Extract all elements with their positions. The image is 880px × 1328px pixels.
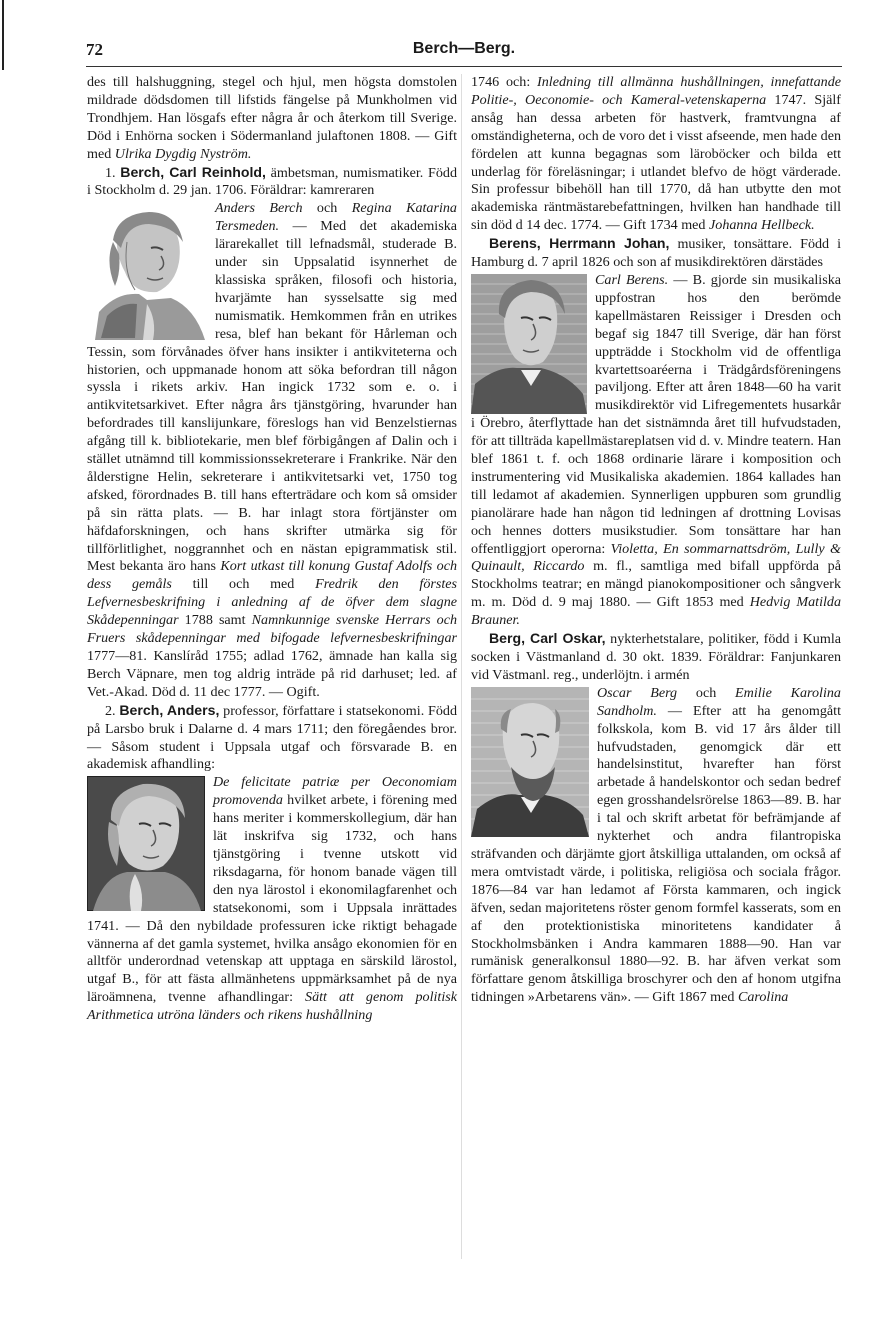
entry-name: Berg, Carl Oskar, [489,630,606,647]
running-head: Berch—Berg. [412,40,516,57]
entry-name: Berch, Anders, [119,701,220,718]
entry-name: Berens, Herrmann Johan, [489,235,670,252]
portrait-carl-reinhold-berch [87,202,207,342]
entry-anders-berch: 2. Berch, Anders, professor, författare i statsekonomi. Född på Larsbo bruk i Dalarne d. 4 mars 1711; den föregåendes bror. — Såsom student i Uppsala utgaf och försvarade B. en akademisk afhandling: [87,701,457,773]
entry-carl-oskar-berg: Berg, Carl Oskar, nykterhetstalare, politiker, född i Kumla socken i Västmanland d. 30 okt. 1839. Föräldrar: Fanjunkaren vid Västmanl. reg., underlöjtn. i armén [471,630,841,683]
page-number: 72 [86,40,103,59]
right-column: 1746 och: Inledning till allmänna hushållningen, innefattande Politie-, Oeconomie- och Kameral-vetenskaperna 1747. Själf ansåg han dessa arbeten för hastverk, framtvungna af omständigheterna, och de voro det i visst afseende, men hade den fördelen att kunna begagnas som läroböcker och bilda ett underlag för föreläsningar; i utlandet blefvo de högt värderade. Sin professur bibehöll han till 1770, då han utbytte den mot akademiska räntmästarebefattningen, hvilken han handhade till sin död d 14 dec. 1774. — Gift 1734 med Johanna Hellbeck. Berens, Herrmann Johan, musiker, tonsättare. Född i Hamburg d. 7 april 1826 och son af musikdirektören därstädes Carl Berens. — B. gjorde sin musikaliska uppfostran hos den berömde kapellmästaren Reissiger i Dresden och begaf sig 1847 till Sverige, där han först uppträdde i Stockholm vid de offentliga kvartettsoaréerna i Trädgårdsföreningens paviljong. Efter att åren 1848—60 ha varit musikdirektör vid Lifregementets husarkår i Örebro, återflyttade han det sistnämnda året till hufvudstaden, för att tillträda kapellmästareplatsen vid d. v. Mindre teatern. Han blef 1861 t. f. och 1868 ordinarie lärare i komposition och instrumentering vid Musikaliska akademien. 1864 kallades han till ledamot af akademien. Synnerligen uppburen som grundlig pianolärare hade han någon tid ledningen af drottning Lovisas och hennes dotters musikstudier. Som tonsättare har han offentliggjort operorna: Violetta, En sommarnattsdröm, Lully & Quinault, Riccardo m. fl., samtliga med bifall uppförda på Stockholms teatrar; en mängd pianokompositioner och sångverk m. m. Död d. 9 maj 1880. — Gift 1853 med Hedvig Matilda Brauner. Berg, Carl Oskar, nykterhetstalare, politiker, född i Kumla socken i Västmanland d. 30 okt. 1839. Föräldrar: Fanjunkaren vid Västmanl. reg., underlöjtn. i armén Oscar Berg och Emilie Karolina Sandholm. — Efter att ha genomgått folkskola, kom B. vid 17 års ålder till hufvudstaden, genomgick där ett handelsinstitut, hvarefter han först arbetade å handelskontor och sedan bedref egen grosshandelsrörelse 1863—89. B. har i tal och skrift arbetat för befrämjande af nykterhet och andra filantropiska sträfvanden och därjämte gjort åtskilliga uttalanden, om också af mera omtvistadt värde, i politiska, religiösa och sociala frågor. 1876—84 var han ledamot af Första kammaren, och ingick äfven, sedan majoritetens röster genom formfel kasserats, som en af den protektionistiska minoritetens kandidater å Stockholmsbänken i Andra kammaren 1888—90. Han var rumänisk generalkonsul 1880—92. B. har äfven verkat som författare genom åtskilliga broschyrer och den af honom utgifna tidningen »Arbetarens vän». — Gift 1867 med Carolina [471,74,841,1006]
entry-name: Berch, Carl Reinhold, [120,163,266,180]
entry-carl-reinhold-berch: 1. Berch, Carl Reinhold, ämbetsman, numismatiker. Född i Stockholm d. 29 jan. 1706. Föräldrar: kamreraren [87,163,457,199]
left-column: des till halshuggning, stegel och hjul, men högsta domstolen mildrade dödsdomen till lifstids fängelse på Munkholmen vid Trondhjem. Han lösgafs efter några år och återkom till Sverige. Död i Enhörna socken i Södermanland julaftonen 1808. — Gift med Ulrika Dygdig Nyström. 1. Berch, Carl Reinhold, ämbetsman, numismatiker. Född i Stockholm d. 29 jan. 1706. Föräldrar: kamreraren Anders Berch och Regina Katarina Tersmeden. — Med det akademiska lärarekallet till lefnadsmål, studerade B. under sin Uppsalatid isynnerhet de klassiska språken, filosofi och historia, hvarjämte han sysselsatte sig med numismatik. Hemkommen från en utrikes resa, blef han bekant för Hårleman och Tessin, som förvånades öfver hans insikter i antikviteterna och historien, och uppmanade honom att söka befordran till någon syssla i rikets arkiv. Han ingick 1732 som e. o. i antikvitetsarkivet. Efter några års tjänstgöring, hvarunder han befordrades till kanslijunkare, föreslogs han vid Benzelstiernas afgång till k. bibliotekarie, men blef förbigången af Dalin och i stället utnämnd till kommissionssekreterare i Frankrike. När den ålderstigne Helin, sekreterare i antikvitetsarki vet, 1750 tog afsked, förordnades B. till hans efterträdare och kom så omsider på sin rätta plats. — B. har inlagt stora förtjänster om häfdaforskningen, och hans skrifter utmärka sig för tillförlitlighet, noggrannhet och en nästan epigrammatisk stil. Mest bekanta äro hans Kort utkast till konung Gustaf Adolfs och dess gemåls till och med Fredrik den förstes Lefvernesbeskrifning i anledning af de öfver dem slagne Skådepenningar 1788 samt Namnkunnige svenske Herrars och Fruers skådepenningar med bifogade lefvernesbeskrifningar 1777—81. Kanslíråd 1755; adlad 1762, ämnade han kalla sig Berch Väpnare, men tog aldrig inträde på rid darhuset; led. af Vet.-Akad. Död d. 11 dec 1777. — Ogift. 2. Berch, Anders, professor, författare i statsekonomi. Född på Larsbo bruk i Dalarne d. 4 mars 1711; den föregåendes bror. — Såsom student i Uppsala utgaf och försvarade B. en akademisk afhandling: De felicitate patriæ per Oeconomiam promovenda hvilket arbete, i förening med hans meriter i kommerskollegium, där han lät inskrifva sig 1732, och hans tjänstgöring i tvenne utskott vid riksdagarna, för honom banade vägen till den nya lärostol i ekonomilagfarenhet och statsekonomi, som i Uppsala inrättades 1741. — Då den nybildade professuren icke riktigt behagade vännerna af det gamla systemet, hvilka ansågo ekonomien för en alltför underordnad vetenskap att upptaga en särskild lärostol, utgaf B., för att fästa allmänhetens uppmärksamhet på de nya läroämnena, tvenne afhandlingar: Sätt att genom politisk Arithmetica utröna länders och rikens hushållning [87,74,457,1024]
header-rule [86,66,842,67]
page-header [86,40,842,66]
portrait-carl-oskar-berg [471,687,589,837]
scan-edge-line [2,0,4,70]
continued-entry: des till halshuggning, stegel och hjul, men högsta domstolen mildrade dödsdomen till lifstids fängelse på Munkholmen vid Trondhjem. Han lösgafs efter några år och återkom till Sverige. Död i Enhörna socken i Södermanland julaftonen 1808. — Gift med Ulrika Dygdig Nyström. [87,74,457,162]
column-divider [461,74,462,1259]
continued-entry: 1746 och: Inledning till allmänna hushållningen, innefattande Politie-, Oeconomie- och Kameral-vetenskaperna 1747. Själf ansåg han dessa arbeten för hastverk, framtvungna af omständigheterna, och de voro det i visst afseende, men hade den fördelen att kunna begagnas som läroböcker och bilda ett underlag för föreläsningar; i utlandet blefvo de högt värderade. Sin professur bibehöll han till 1770, då han utbytte den mot akademiska räntmästarebefattningen, hvilken han handhade till sin död d 14 dec. 1774. — Gift 1734 med Johanna Hellbeck. [471,74,841,234]
portrait-anders-berch [87,776,205,911]
portrait-herrmann-johan-berens [471,274,587,414]
entry-herrmann-johan-berens: Berens, Herrmann Johan, musiker, tonsättare. Född i Hamburg d. 7 april 1826 och son af musikdirektören därstädes [471,235,841,271]
